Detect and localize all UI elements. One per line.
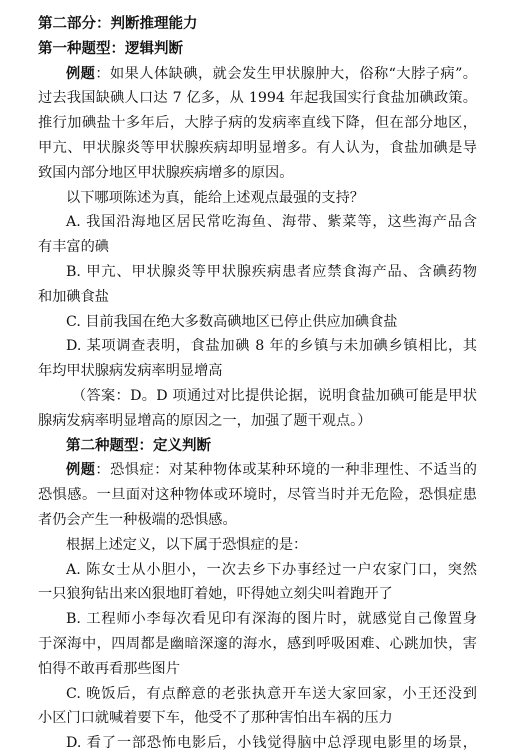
q1-option-b-2: 和加碘食盐 (38, 288, 109, 305)
q2-line-2: 者仍会产生一种极端的恐惧感。 (38, 511, 237, 528)
q2-option-b-2: 于深海中，四周都是幽暗深邃的海水，感到呼吸困难、心跳加快，害 (38, 635, 477, 652)
q2-question: 根据上述定义，以下属于恐惧症的是： (66, 536, 308, 553)
section-title: 第二部分：判断推理能力 (38, 16, 198, 32)
q1-option-c: C. 目前我国在绝大多数高碘地区已停止供应加碘食盐 (66, 313, 398, 330)
q2-option-a-2: 一只狼狗钻出来凶狠地盯着她，吓得她立刻尖叫着跑开了 (38, 586, 393, 603)
q1-line-1: 过去我国缺碘人口达 7 亿多，从 1994 年起我国实行食盐加碘政策。 (38, 90, 477, 107)
q1-line-4: 致国内部分地区甲状腺疾病增多的原因。 (38, 164, 294, 181)
q2-option-c-2: 小区门口就喊着要下车，他受不了那种害怕出车祸的压力 (38, 710, 393, 727)
q2-option-b-1: B. 工程师小李每次看见印有深海的图片时，就感觉自己像置身 (66, 611, 477, 628)
q1-answer-1: （答案：D。D 项通过对比提供论据，说明食盐加碘可能是甲状 (72, 387, 477, 404)
q2-line-1: 恐惧感。一旦面对这种物体或环境时，尽管当时并无危险，恐惧症患 (38, 487, 477, 504)
q1-line-0: 例题：如果人体缺碘，就会发生甲状腺肿大，俗称“大脖子病”。 (66, 65, 477, 82)
q2-option-d-1: D. 看了一部恐怖电影后，小钱觉得脑中总浮现电影里的场景， (66, 735, 477, 752)
q2-heading: 第二种题型：定义判断 (66, 437, 211, 454)
q1-example-label: 例题 (66, 65, 96, 82)
q1-question: 以下哪项陈述为真，能给上述观点最强的支持？ (66, 189, 364, 206)
q1-option-b-1: B. 甲亢、甲状腺炎等甲状腺疾病患者应禁食海产品、含碘药物 (66, 263, 477, 280)
q2-option-b-3: 怕得不敢再看那些图片 (38, 660, 180, 677)
q1-option-a-2: 有丰富的碘 (38, 239, 109, 256)
q1-line-2: 推行加碘盐十多年后，大脖子病的发病率直线下降，但在部分地区， (38, 115, 477, 132)
q1-option-a-1: A. 我国沿海地区居民常吃海鱼、海带、紫菜等，这些海产品含 (66, 214, 477, 231)
q2-option-c-1: C. 晚饭后，有点醉意的老张执意开车送大家回家，小王还没到 (66, 685, 477, 702)
q2-line-0: 例题：恐惧症：对某种物体或某种环境的一种非理性、不适当的 (66, 462, 477, 479)
q1-heading: 第一种题型：逻辑判断 (38, 40, 183, 57)
q2-option-a-1: A. 陈女士从小胆小，一次去乡下办事经过一户农家门口，突然 (66, 561, 477, 578)
q2-example-label: 例题 (66, 462, 96, 479)
q1-option-d-2: 年均甲状腺病发病率明显增高 (38, 363, 223, 380)
q1-answer-2: 腺病发病率明显增高的原因之一，加强了题干观点。） (38, 412, 372, 429)
q1-option-d-1: D. 某项调查表明，食盐加碘 8 年的乡镇与未加碘乡镇相比，其 (66, 338, 477, 355)
q1-line-3: 甲亢、甲状腺炎等甲状腺疾病却明显增多。有人认为，食盐加碘是导 (38, 139, 477, 156)
